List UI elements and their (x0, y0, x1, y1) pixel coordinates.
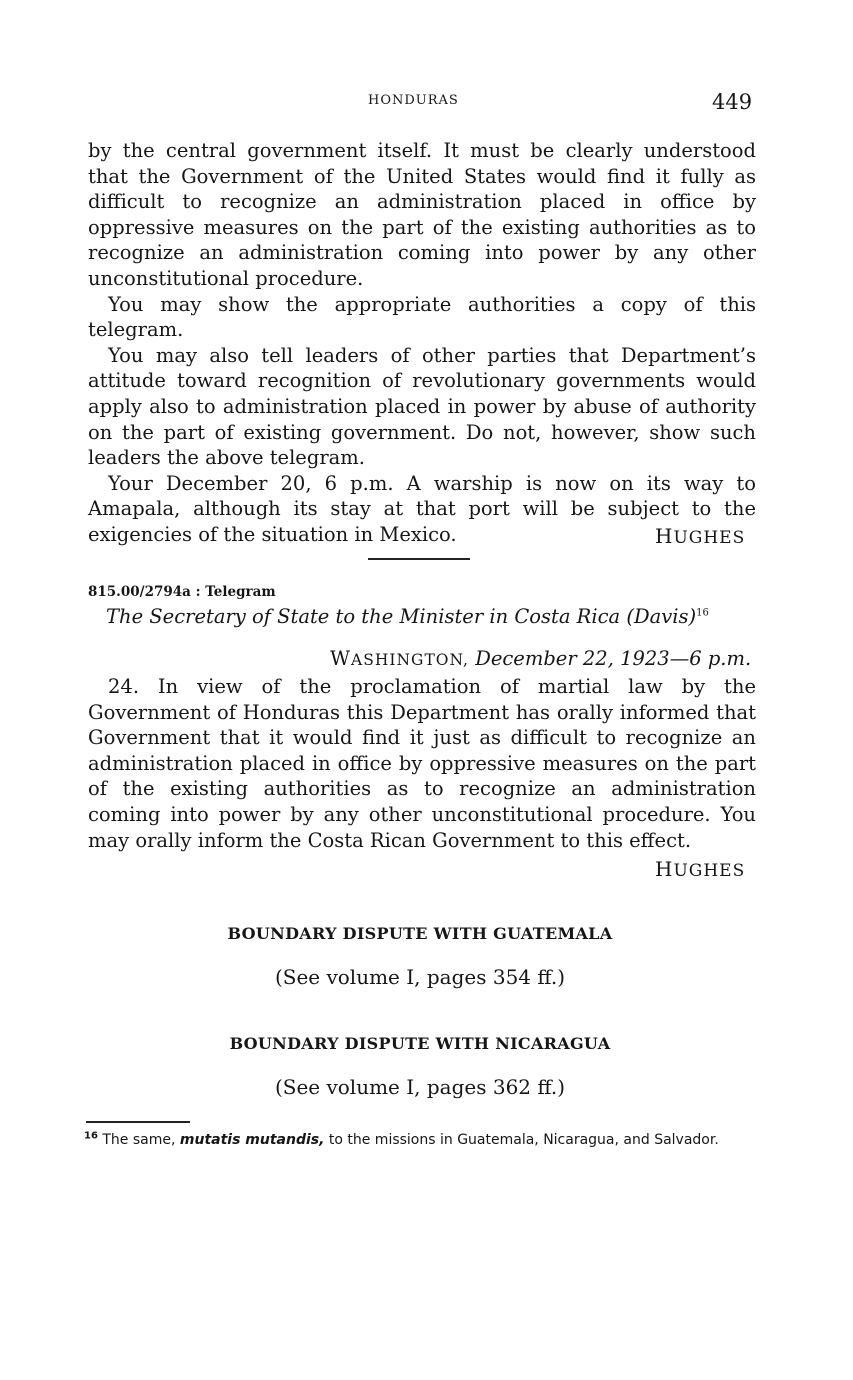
footnote-mark: 16 (84, 1130, 98, 1142)
section-reference: (See volume I, pages 362 ff.) (274, 1075, 566, 1099)
paragraph: Your December 20, 6 p.m. A warship is now on its way to Amapala, although its stay at that port will be subject to the exigencies of the situation in Mexico. (88, 471, 756, 546)
document-file-id: 815.00/2794a : Telegram (88, 584, 276, 600)
footnote-italic: mutatis mutandis, (179, 1132, 325, 1148)
signature-hughes (655, 524, 745, 548)
paragraph: 24. In view of the proclamation of martial law by the Government of Honduras this Department has orally informed that Government that it would find it just as difficult to recognize an administration placed in office by oppressive measures on the part of the existing authorities as to recognize an administration coming into power by any other unconstitutional procedure. You may orally inform the Costa Rican Government to this effect. (88, 675, 756, 852)
document-title (106, 605, 709, 628)
paragraph: by the central government itself. It must be clearly understood that the Government of the United States would find it fully as difficult to recognize an administration placed in office by oppressive measures on the part of the existing authorities as to recognize an administration coming into power by any other unconstitutional procedure. (88, 139, 756, 290)
paragraph: You may show the appropriate authorities a copy of this telegram. (88, 292, 756, 342)
dateline (330, 647, 751, 670)
paragraph: You may also tell leaders of other parties that Department’s attitude toward recognition of revolutionary governments would apply also to administration placed in power by abuse of authority on the part of existing government. Do not, however, show such leaders the above telegram. (88, 343, 756, 470)
section-divider (368, 558, 470, 560)
section-reference: (See volume I, pages 354 ff.) (274, 965, 566, 989)
footnote-lead: The same, (102, 1132, 176, 1148)
footnote-rest: to the missions in Guatemala, Nicaragua, and Salvador. (328, 1132, 719, 1148)
signature-initial: H (655, 857, 674, 881)
dateline-place: WASHINGTON, (330, 647, 469, 670)
footnote-ref: 16 (696, 607, 709, 619)
signature-rest: UGHES (673, 861, 746, 881)
running-head: HONDURAS (368, 93, 459, 108)
page-number: 449 (712, 90, 753, 114)
document-title-text: The Secretary of State to the Minister in Costa Rica (Davis) (106, 605, 697, 628)
signature-initial: H (655, 524, 674, 548)
signature-rest: UGHES (673, 528, 746, 548)
dateline-date: December 22, 1923—6 p.m. (475, 647, 752, 670)
footnote-rule (86, 1121, 190, 1123)
telegram-body (88, 674, 756, 853)
section-heading: BOUNDARY DISPUTE WITH NICARAGUA (229, 1034, 611, 1053)
section-heading: BOUNDARY DISPUTE WITH GUATEMALA (227, 924, 613, 943)
signature-hughes (655, 857, 745, 881)
continuation-text (88, 138, 756, 548)
footnote (84, 1131, 754, 1149)
